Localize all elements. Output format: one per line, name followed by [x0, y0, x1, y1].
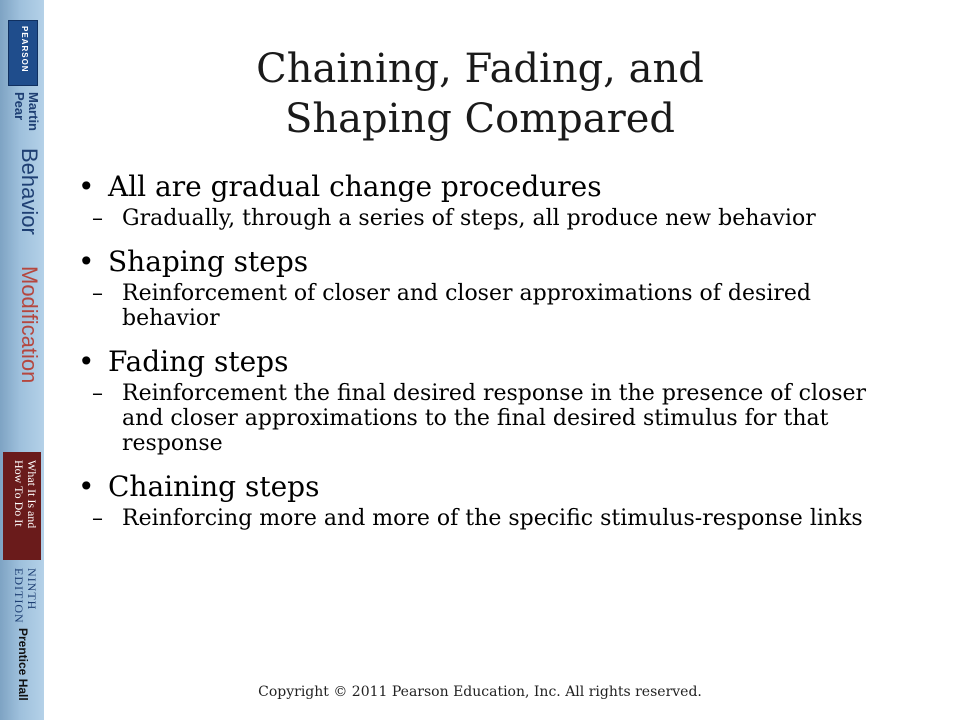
- author-1: Martin: [26, 92, 41, 131]
- bullet-item: [78, 170, 898, 231]
- subtitle-line-1: What It Is and: [25, 460, 39, 529]
- sub-bullet-text: Gradually, through a series of steps, all produce new behavior: [122, 206, 816, 231]
- sub-bullet-text: Reinforcement of closer and closer approximations of desired behavior: [122, 281, 811, 331]
- sub-bullet: [48, 206, 898, 231]
- bullet-text: • Chaining steps: [78, 470, 898, 504]
- slide-title: [60, 44, 900, 144]
- dash-marker: –: [92, 206, 103, 231]
- sub-bullet: [48, 506, 898, 531]
- subtitle-line-2: How To Do It: [12, 460, 26, 527]
- dash-marker: –: [92, 281, 103, 306]
- sub-bullet: [48, 281, 898, 331]
- pearson-logo-text: PEARSON: [20, 26, 29, 73]
- book-title-modification: Modification: [17, 266, 42, 384]
- bullet-text: • Shaping steps: [78, 245, 898, 279]
- bullet-item: [78, 470, 898, 531]
- book-spine-banner: [0, 0, 44, 720]
- dash-marker: –: [92, 381, 103, 406]
- book-subtitle: [12, 460, 38, 528]
- bullet-text: • All are gradual change procedures: [78, 170, 898, 204]
- sub-bullet-text: Reinforcing more and more of the specific stimulus-response links: [122, 506, 863, 531]
- slide-title-line-2: Shaping Compared: [285, 96, 675, 142]
- book-edition: [12, 568, 38, 624]
- edition-line-2: EDITION: [12, 568, 26, 624]
- bullet-item: [78, 345, 898, 456]
- bullet-text: • Fading steps: [78, 345, 898, 379]
- book-authors: [12, 92, 40, 131]
- author-2: Pear: [12, 92, 27, 121]
- pearson-logo: [8, 20, 38, 86]
- dash-marker: –: [92, 506, 103, 531]
- book-title-behavior: Behavior: [17, 148, 42, 235]
- slide-title-line-1: Chaining, Fading, and: [256, 46, 704, 92]
- sub-bullet-text: Reinforcement the final desired response in the presence of closer and closer approximations to the final desired stimulus for that response: [122, 381, 867, 456]
- sub-bullet: [48, 381, 898, 456]
- bullet-list: [78, 166, 898, 545]
- edition-line-1: NINTH: [25, 568, 39, 611]
- bullet-item: [78, 245, 898, 331]
- publisher-name: Prentice Hall: [16, 628, 30, 701]
- copyright-notice: Copyright © 2011 Pearson Education, Inc. All rights reserved.: [258, 684, 702, 700]
